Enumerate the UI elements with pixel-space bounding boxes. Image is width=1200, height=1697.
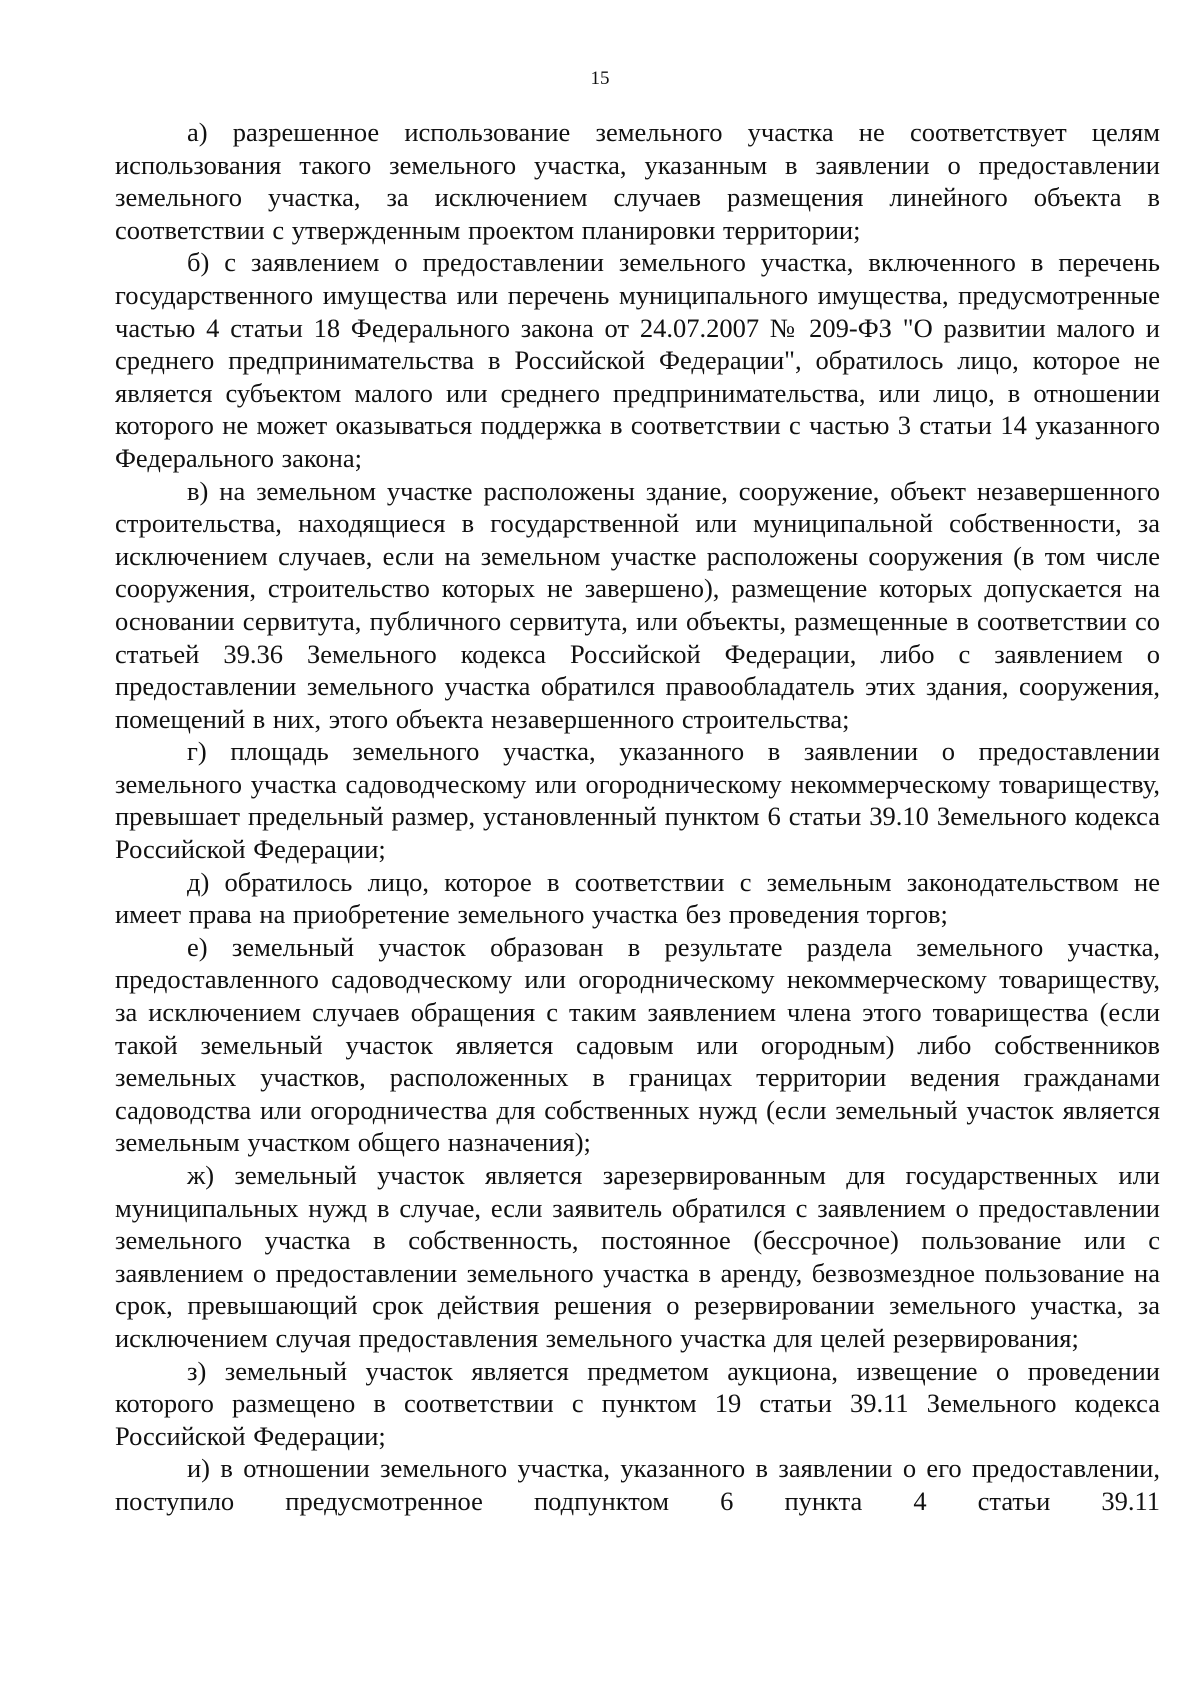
- paragraph-v: в) на земельном участке расположены здание, сооружение, объект незавершенного строительства, находящиеся в государственной или муниципальной собственности, за исключением случаев, если на земельном участке расположены сооружения (в том числе сооружения, строительство которых не завершено), размещение которых допускается на основании сервитута, публичного сервитута, или объекты, размещенные в соответствии со статьей 39.36 Земельного кодекса Российской Федерации, либо с заявлением о предоставлении земельного участка обратился правообладатель этих здания, сооружения, помещений в них, этого объекта незавершенного строительства;: [115, 475, 1160, 734]
- paragraph-i: и) в отношении земельного участка, указанного в заявлении о его предоставлении, поступило предусмотренное подпунктом 6 пункта 4 статьи 39.11: [115, 1453, 1160, 1516]
- paragraph-g: г) площадь земельного участка, указанного в заявлении о предоставлении земельного участка садоводческому или огородническому некоммерческому товариществу, превышает предельный размер, установленный пунктом 6 статьи 39.10 Земельного кодекса Российской Федерации;: [115, 736, 1160, 865]
- paragraph-d: д) обратилось лицо, которое в соответствии с земельным законодательством не имеет права на приобретение земельного участка без проведения торгов;: [115, 866, 1160, 930]
- paragraph-e: е) земельный участок образован в результате раздела земельного участка, предоставленного садоводческому или огородническому некоммерческому товариществу, за исключением случаев обращения с таким заявлением члена этого товарищества (если такой земельный участок является садовым или огородным) либо собственников земельных участков, расположенных в границах территории ведения гражданами садоводства или огородничества для собственных нужд (если земельный участок является земельным участком общего назначения);: [115, 931, 1160, 1158]
- paragraph-z: з) земельный участок является предметом аукциона, извещение о проведении которого размещено в соответствии с пунктом 19 статьи 39.11 Земельного кодекса Российской Федерации;: [115, 1355, 1160, 1451]
- paragraph-zh: ж) земельный участок является зарезервированным для государственных или муниципальных нужд в случае, если заявитель обратился с заявлением о предоставлении земельного участка в собственность, постоянное (бессрочное) пользование или с заявлением о предоставлении земельного участка в аренду, безвозмездное пользование на срок, превышающий срок действия решения о резервировании земельного участка, за исключением случая предоставления земельного участка для целей резервирования;: [115, 1160, 1160, 1353]
- document-body: [115, 116, 1160, 1518]
- page-number: 15: [590, 68, 610, 89]
- paragraph-a: а) разрешенное использование земельного участка не соответствует целям использования такого земельного участка, указанным в заявлении о предоставлении земельного участка, за исключением случаев размещения линейного объекта в соответствии с утвержденным проектом планировки территории;: [115, 117, 1160, 245]
- paragraph-b: б) с заявлением о предоставлении земельного участка, включенного в перечень государственного имущества или перечень муниципального имущества, предусмотренные частью 4 статьи 18 Федерального закона от 24.07.2007 № 209-ФЗ "О развитии малого и среднего предпринимательства в Российской Федерации", обратилось лицо, которое не является субъектом малого или среднего предпринимательства, или лицо, в отношении которого не может оказываться поддержка в соответствии с частью 3 статьи 14 указанного Федерального закона;: [115, 247, 1160, 473]
